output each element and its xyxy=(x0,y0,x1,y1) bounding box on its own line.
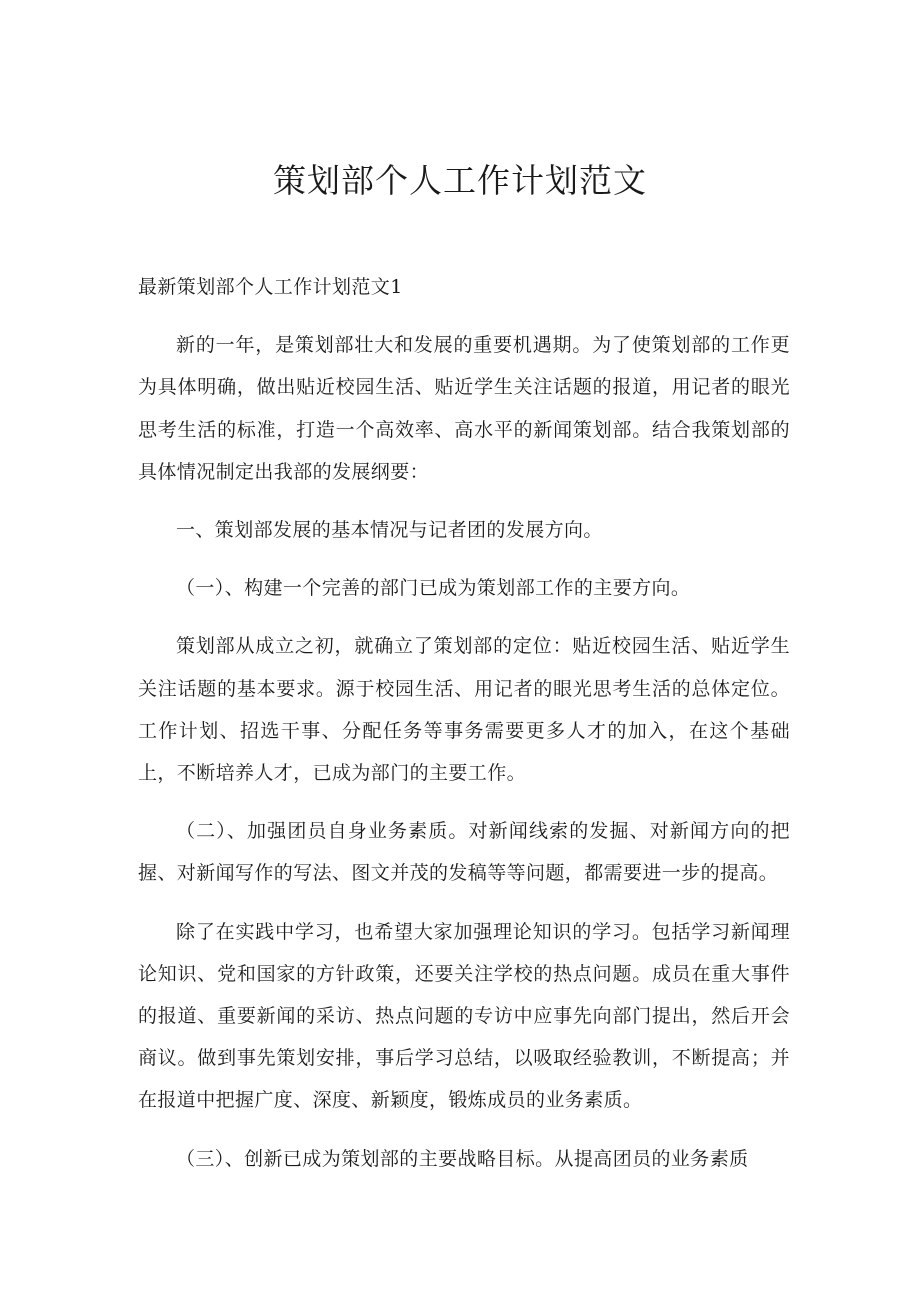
document-title: 策划部个人工作计划范文 xyxy=(273,161,647,200)
paragraph-section-1-heading: 一、策划部发展的基本情况与记者团的发展方向。 xyxy=(176,519,603,542)
paragraph-intro: 新的一年，是策划部壮大和发展的重要机遇期。为了使策划部的工作更为具体明确，做出贴近校园生活、贴近学生关注话题的报道，用记者的眼光思考生活的标准，打造一个高效率、高水平的新闻策划部。结合我策划部的具体情况制定出我部的发展纲要： xyxy=(138,334,790,483)
paragraph-subsection-1-body: 策划部从成立之初，就确立了策划部的定位：贴近校园生活、贴近学生关注话题的基本要求。源于校园生活、用记者的眼光思考生活的总体定位。工作计划、招选干事、分配任务等事务需要更多人才的加入，在这个基础上，不断培养人才，已成为部门的主要工作。 xyxy=(138,635,790,785)
subtitle-paragraph: 最新策划部个人工作计划范文1 xyxy=(138,276,403,298)
paragraph-subsection-3: （三）、创新已成为策划部的主要战略目标。从提高团员的业务素质 xyxy=(176,1147,749,1170)
document-body xyxy=(138,266,790,1196)
paragraph-subsection-1-heading: （一）、构建一个完善的部门已成为策划部工作的主要方向。 xyxy=(176,577,691,600)
paragraph-subsection-2-body: 除了在实践中学习，也希望大家加强理论知识的学习。包括学习新闻理论知识、党和国家的方针政策，还要关注学校的热点问题。成员在重大事件的报道、重要新闻的采访、热点问题的专访中应事先向部门提出，然后开会商议。做到事先策划安排，事后学习总结，以吸取经验教训，不断提高；并在报道中把握广度、深度、新颖度，锻炼成员的业务素质。 xyxy=(138,920,790,1112)
paragraph-subsection-2: （二）、加强团员自身业务素质。对新闻线索的发掘、对新闻方向的把握、对新闻写作的写法、图文并茂的发稿等等问题，都需要进一步的提高。 xyxy=(138,820,790,885)
